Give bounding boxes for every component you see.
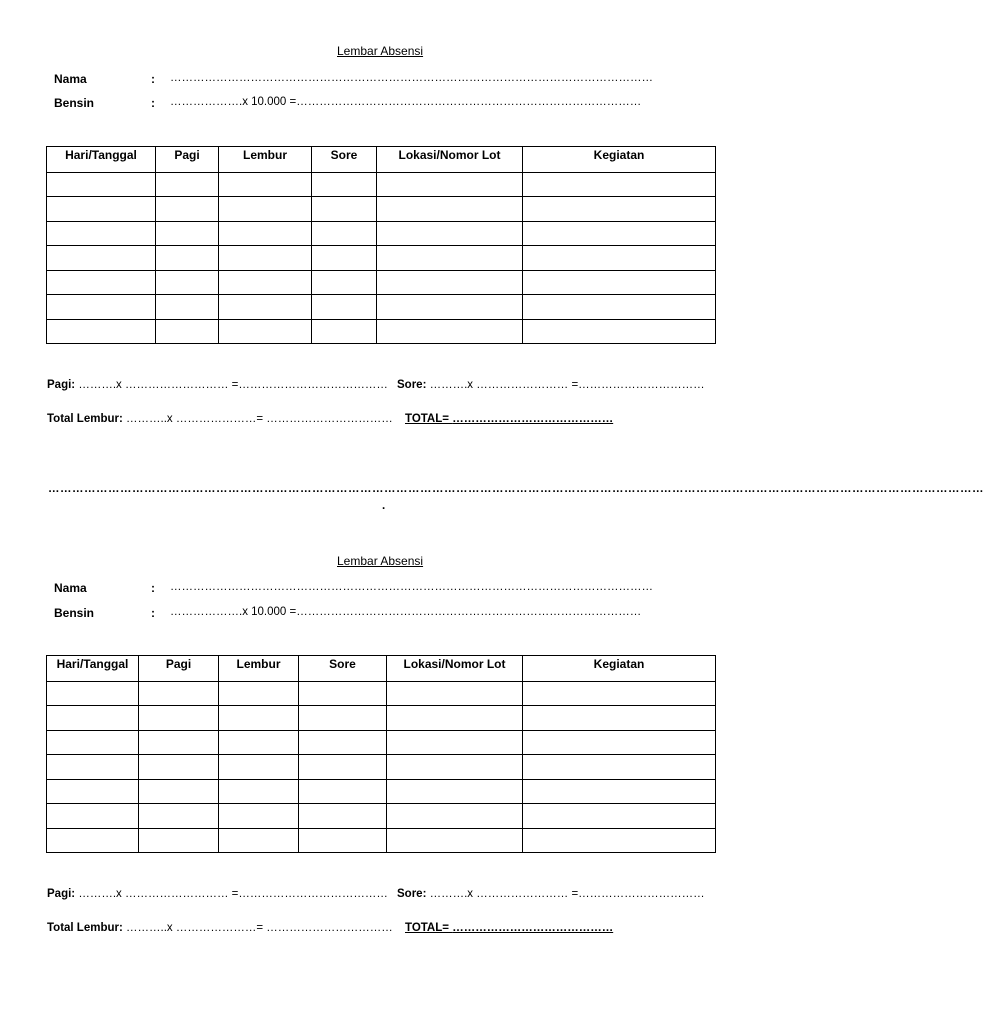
table-cell[interactable] <box>523 779 716 804</box>
table-cell[interactable] <box>312 197 377 222</box>
table-cell[interactable] <box>47 681 139 706</box>
table-cell[interactable] <box>156 172 219 197</box>
fuel-field[interactable]: ……………….x 10.000 =……………………………………………………………………………… <box>170 606 642 618</box>
table-cell[interactable] <box>523 270 716 295</box>
table-cell[interactable] <box>312 270 377 295</box>
table-cell[interactable] <box>312 246 377 271</box>
table-cell[interactable] <box>299 804 387 829</box>
afternoon-summary-field[interactable]: ……….x …………………… =…………………………… <box>429 379 705 391</box>
table-row <box>47 270 716 295</box>
table-cell[interactable] <box>139 828 219 853</box>
table-cell[interactable] <box>387 779 523 804</box>
table-header-row <box>47 147 716 173</box>
name-colon: : <box>151 72 155 86</box>
overtime-summary-label: Total Lembur: <box>47 922 123 934</box>
table-cell[interactable] <box>523 706 716 731</box>
table-cell[interactable] <box>312 172 377 197</box>
col-header-location-lot: Lokasi/Nomor Lot <box>377 147 523 173</box>
name-field[interactable]: ……………………………………………………………………………………………………………… <box>170 581 653 593</box>
table-cell[interactable] <box>47 828 139 853</box>
col-header-location-lot: Lokasi/Nomor Lot <box>387 656 523 682</box>
morning-summary-field[interactable]: ……….x ……………………… =………………………………… <box>78 379 388 391</box>
table-row <box>47 755 716 780</box>
col-header-day-date: Hari/Tanggal <box>47 147 156 173</box>
table-cell[interactable] <box>299 755 387 780</box>
table-cell[interactable] <box>219 681 299 706</box>
attendance-table <box>46 146 716 344</box>
sheet-title: Lembar Absensi <box>337 44 424 58</box>
table-cell[interactable] <box>47 730 139 755</box>
table-cell[interactable] <box>47 221 156 246</box>
table-cell[interactable] <box>219 221 312 246</box>
grand-total-label: TOTAL= <box>405 413 449 425</box>
table-cell[interactable] <box>523 681 716 706</box>
table-cell[interactable] <box>523 246 716 271</box>
table-row <box>47 221 716 246</box>
table-cell[interactable] <box>47 779 139 804</box>
table-cell[interactable] <box>523 197 716 222</box>
table-cell[interactable] <box>523 319 716 344</box>
table-cell[interactable] <box>47 755 139 780</box>
morning-summary <box>47 888 388 900</box>
grand-total <box>405 413 613 425</box>
table-cell[interactable] <box>387 681 523 706</box>
table-cell[interactable] <box>219 197 312 222</box>
col-header-morning: Pagi <box>139 656 219 682</box>
table-cell[interactable] <box>156 319 219 344</box>
table-cell[interactable] <box>523 828 716 853</box>
table-cell[interactable] <box>219 755 299 780</box>
table-cell[interactable] <box>523 804 716 829</box>
table-cell[interactable] <box>219 319 312 344</box>
table-cell[interactable] <box>139 755 219 780</box>
name-label: Nama <box>54 581 87 595</box>
afternoon-summary <box>397 888 705 900</box>
table-cell[interactable] <box>156 295 219 320</box>
table-cell[interactable] <box>523 172 716 197</box>
overtime-summary-field[interactable]: ………..x …………………= …………………………… <box>126 413 393 425</box>
table-cell[interactable] <box>139 730 219 755</box>
table-cell[interactable] <box>377 197 523 222</box>
table-cell[interactable] <box>299 730 387 755</box>
table-header-row <box>47 656 716 682</box>
table-cell[interactable] <box>387 828 523 853</box>
col-header-activity: Kegiatan <box>523 147 716 173</box>
afternoon-summary-label: Sore: <box>397 379 427 391</box>
col-header-day-date: Hari/Tanggal <box>47 656 139 682</box>
fuel-colon: : <box>151 96 155 110</box>
afternoon-summary-label: Sore: <box>397 888 427 900</box>
cut-line-period: . <box>382 500 386 512</box>
table-cell[interactable] <box>219 172 312 197</box>
table-cell[interactable] <box>523 221 716 246</box>
col-header-activity: Kegiatan <box>523 656 716 682</box>
table-cell[interactable] <box>47 270 156 295</box>
table-cell[interactable] <box>377 270 523 295</box>
table-cell[interactable] <box>299 779 387 804</box>
table-row <box>47 295 716 320</box>
table-cell[interactable] <box>219 828 299 853</box>
table-cell[interactable] <box>377 221 523 246</box>
table-cell[interactable] <box>219 246 312 271</box>
col-header-overtime: Lembur <box>219 147 312 173</box>
fuel-colon: : <box>151 606 155 620</box>
table-cell[interactable] <box>139 681 219 706</box>
table-cell[interactable] <box>377 295 523 320</box>
table-cell[interactable] <box>47 197 156 222</box>
grand-total <box>405 922 613 934</box>
table-cell[interactable] <box>377 172 523 197</box>
table-cell[interactable] <box>219 779 299 804</box>
name-colon: : <box>151 581 155 595</box>
morning-summary-label: Pagi: <box>47 379 76 391</box>
table-cell[interactable] <box>523 295 716 320</box>
table-cell[interactable] <box>219 804 299 829</box>
table-cell[interactable] <box>299 681 387 706</box>
fuel-label: Bensin <box>54 606 95 620</box>
table-cell[interactable] <box>312 295 377 320</box>
table-cell[interactable] <box>219 295 312 320</box>
table-row <box>47 681 716 706</box>
morning-summary-field[interactable]: ……….x ……………………… =………………………………… <box>78 888 388 900</box>
table-cell[interactable] <box>299 828 387 853</box>
col-header-afternoon: Sore <box>312 147 377 173</box>
table-cell[interactable] <box>523 730 716 755</box>
table-cell[interactable] <box>156 221 219 246</box>
overtime-summary <box>47 922 393 934</box>
table-cell[interactable] <box>47 295 156 320</box>
table-row <box>47 706 716 731</box>
table-cell[interactable] <box>156 270 219 295</box>
table-cell[interactable] <box>312 221 377 246</box>
fuel-field[interactable]: ……………….x 10.000 =……………………………………………………………………………… <box>170 96 642 108</box>
table-cell[interactable] <box>387 706 523 731</box>
overtime-summary-field[interactable]: ………..x …………………= …………………………… <box>126 922 393 934</box>
table-cell[interactable] <box>47 246 156 271</box>
col-header-morning: Pagi <box>156 147 219 173</box>
table-cell[interactable] <box>377 246 523 271</box>
table-cell[interactable] <box>47 172 156 197</box>
sheet-title: Lembar Absensi <box>337 554 424 568</box>
attendance-table <box>46 655 716 853</box>
table-cell[interactable] <box>156 246 219 271</box>
col-header-overtime: Lembur <box>219 656 299 682</box>
table-cell[interactable] <box>47 706 139 731</box>
table-cell[interactable] <box>387 755 523 780</box>
table-cell[interactable] <box>377 319 523 344</box>
table-row <box>47 172 716 197</box>
morning-summary <box>47 379 388 391</box>
overtime-summary <box>47 413 393 425</box>
grand-total-field[interactable]: …………………………………… <box>452 922 614 934</box>
name-field[interactable]: ……………………………………………………………………………………………………………… <box>170 72 653 84</box>
table-row <box>47 319 716 344</box>
cut-line: ……………………………………………………………………………………………………………………………………………………………………………………………………………… <box>48 483 984 495</box>
table-cell[interactable] <box>139 706 219 731</box>
col-header-afternoon: Sore <box>299 656 387 682</box>
table-row <box>47 779 716 804</box>
table-row <box>47 246 716 271</box>
table-cell[interactable] <box>139 779 219 804</box>
table-cell[interactable] <box>312 319 377 344</box>
table-cell[interactable] <box>156 197 219 222</box>
table-cell[interactable] <box>139 804 219 829</box>
afternoon-summary-field[interactable]: ……….x …………………… =…………………………… <box>429 888 705 900</box>
table-cell[interactable] <box>299 706 387 731</box>
table-cell[interactable] <box>387 730 523 755</box>
table-row <box>47 197 716 222</box>
table-cell[interactable] <box>47 804 139 829</box>
afternoon-summary <box>397 379 705 391</box>
fuel-label: Bensin <box>54 96 95 110</box>
grand-total-field[interactable]: …………………………………… <box>452 413 614 425</box>
table-cell[interactable] <box>219 706 299 731</box>
table-cell[interactable] <box>387 804 523 829</box>
table-cell[interactable] <box>47 319 156 344</box>
table-cell[interactable] <box>523 755 716 780</box>
table-cell[interactable] <box>219 730 299 755</box>
morning-summary-label: Pagi: <box>47 888 76 900</box>
table-row <box>47 828 716 853</box>
overtime-summary-label: Total Lembur: <box>47 413 123 425</box>
table-row <box>47 730 716 755</box>
table-cell[interactable] <box>219 270 312 295</box>
name-label: Nama <box>54 72 87 86</box>
table-row <box>47 804 716 829</box>
grand-total-label: TOTAL= <box>405 922 449 934</box>
